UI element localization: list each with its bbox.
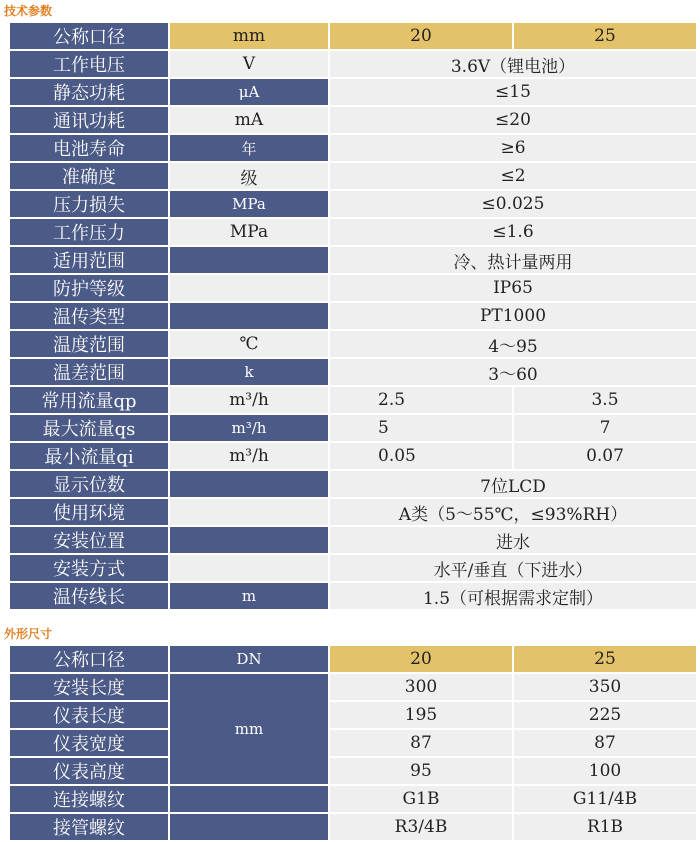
row-unit bbox=[170, 247, 328, 273]
table-row bbox=[10, 275, 696, 301]
row-unit: m³/h bbox=[170, 387, 328, 413]
table-row bbox=[10, 359, 696, 385]
row-unit: 级 bbox=[170, 163, 328, 189]
row-label: 温传线长 bbox=[10, 583, 168, 609]
table-row bbox=[10, 702, 696, 728]
row-label: 静态功耗 bbox=[10, 79, 168, 105]
row-label: 压力损失 bbox=[10, 191, 168, 217]
row-unit-empty bbox=[170, 786, 328, 812]
row-value: 冷、热计量两用 bbox=[330, 247, 696, 273]
row-value-dn20: G1B bbox=[330, 786, 512, 812]
row-value: 进水 bbox=[330, 527, 696, 553]
header-label: 公称口径 bbox=[10, 646, 168, 672]
table-row bbox=[10, 555, 696, 581]
row-label: 温度范围 bbox=[10, 331, 168, 357]
row-unit bbox=[170, 275, 328, 301]
row-label: 电池寿命 bbox=[10, 135, 168, 161]
row-unit bbox=[170, 303, 328, 329]
row-unit bbox=[170, 471, 328, 497]
row-label: 准确度 bbox=[10, 163, 168, 189]
row-value-dn25: G11/4B bbox=[514, 786, 696, 812]
row-value: A类（5～55℃，≤93%RH） bbox=[330, 499, 696, 525]
row-unit: m³/h bbox=[170, 415, 328, 441]
row-value-dn20: 195 bbox=[330, 702, 512, 728]
row-unit: MPa bbox=[170, 191, 328, 217]
row-value-dn20: 5 bbox=[330, 415, 512, 441]
header-dn-25: 25 bbox=[514, 646, 696, 672]
header-dn-20: 20 bbox=[330, 23, 512, 49]
row-unit: mA bbox=[170, 107, 328, 133]
row-label: 工作电压 bbox=[10, 51, 168, 77]
header-label: 公称口径 bbox=[10, 23, 168, 49]
table-row bbox=[10, 758, 696, 784]
row-value: ≤0.025 bbox=[330, 191, 696, 217]
row-label: 安装位置 bbox=[10, 527, 168, 553]
row-value-dn25: 87 bbox=[514, 730, 696, 756]
row-label: 温差范围 bbox=[10, 359, 168, 385]
row-value: ≤15 bbox=[330, 79, 696, 105]
row-unit: m bbox=[170, 583, 328, 609]
row-label: 适用范围 bbox=[10, 247, 168, 273]
row-value-dn25: 7 bbox=[514, 415, 696, 441]
row-value: ≤2 bbox=[330, 163, 696, 189]
table-row bbox=[10, 219, 696, 245]
table-row bbox=[10, 730, 696, 756]
table-row bbox=[10, 331, 696, 357]
table-row bbox=[10, 583, 696, 609]
table-row bbox=[10, 303, 696, 329]
row-value-dn20: 95 bbox=[330, 758, 512, 784]
row-label: 仪表高度 bbox=[10, 758, 168, 784]
tech-section-title: 技术参数 bbox=[4, 4, 53, 18]
row-value: 4～95 bbox=[330, 331, 696, 357]
row-value: ≥6 bbox=[330, 135, 696, 161]
row-label: 通讯功耗 bbox=[10, 107, 168, 133]
row-value: 7位LCD bbox=[330, 471, 696, 497]
row-value-dn20: 87 bbox=[330, 730, 512, 756]
row-value-dn20: 300 bbox=[330, 674, 512, 700]
table-row bbox=[10, 471, 696, 497]
row-value-dn20: R3/4B bbox=[330, 814, 512, 840]
table-row bbox=[10, 247, 696, 273]
row-value-dn25: 225 bbox=[514, 702, 696, 728]
table-row bbox=[10, 387, 696, 413]
row-value: IP65 bbox=[330, 275, 696, 301]
table-row bbox=[10, 814, 696, 840]
table-row bbox=[10, 527, 696, 553]
row-value: 水平/垂直（下进水） bbox=[330, 555, 696, 581]
row-label: 安装方式 bbox=[10, 555, 168, 581]
table-header-row bbox=[10, 646, 696, 672]
header-dn-20: 20 bbox=[330, 646, 512, 672]
table-row bbox=[10, 51, 696, 77]
row-label: 工作压力 bbox=[10, 219, 168, 245]
header-unit: mm bbox=[170, 23, 328, 49]
row-unit: k bbox=[170, 359, 328, 385]
table-row bbox=[10, 163, 696, 189]
row-value-dn20: 0.05 bbox=[330, 443, 512, 469]
row-value: ≤1.6 bbox=[330, 219, 696, 245]
table-row bbox=[10, 415, 696, 441]
row-unit: V bbox=[170, 51, 328, 77]
row-label: 防护等级 bbox=[10, 275, 168, 301]
row-value: PT1000 bbox=[330, 303, 696, 329]
table-row bbox=[10, 443, 696, 469]
row-value-dn20: 2.5 bbox=[330, 387, 512, 413]
row-unit: 年 bbox=[170, 135, 328, 161]
row-label: 接管螺纹 bbox=[10, 814, 168, 840]
row-unit: m³/h bbox=[170, 443, 328, 469]
table-row bbox=[10, 499, 696, 525]
row-label: 温传类型 bbox=[10, 303, 168, 329]
row-label: 常用流量qp bbox=[10, 387, 168, 413]
row-label: 显示位数 bbox=[10, 471, 168, 497]
row-unit: MPa bbox=[170, 219, 328, 245]
row-value: 1.5（可根据需求定制） bbox=[330, 583, 696, 609]
row-value: 3～60 bbox=[330, 359, 696, 385]
row-value: ≤20 bbox=[330, 107, 696, 133]
table-row bbox=[10, 79, 696, 105]
row-unit bbox=[170, 527, 328, 553]
row-label: 使用环境 bbox=[10, 499, 168, 525]
tech-params-table bbox=[8, 21, 698, 611]
row-value-dn25: 3.5 bbox=[514, 387, 696, 413]
table-row bbox=[10, 135, 696, 161]
row-label: 最小流量qi bbox=[10, 443, 168, 469]
table-header-row bbox=[10, 23, 696, 49]
row-unit bbox=[170, 499, 328, 525]
header-dn-25: 25 bbox=[514, 23, 696, 49]
row-unit-empty bbox=[170, 814, 328, 840]
row-label: 仪表长度 bbox=[10, 702, 168, 728]
row-unit: μA bbox=[170, 79, 328, 105]
row-value-dn25: 100 bbox=[514, 758, 696, 784]
row-value-dn25: 0.07 bbox=[514, 443, 696, 469]
row-value-dn25: 350 bbox=[514, 674, 696, 700]
dims-section-title: 外形尺寸 bbox=[4, 627, 53, 641]
row-value: 3.6V（锂电池） bbox=[330, 51, 696, 77]
row-label: 安装长度 bbox=[10, 674, 168, 700]
merged-unit-cell: mm bbox=[170, 674, 328, 784]
row-label: 仪表宽度 bbox=[10, 730, 168, 756]
dimensions-table bbox=[8, 644, 698, 842]
table-row bbox=[10, 674, 696, 700]
row-value-dn25: R1B bbox=[514, 814, 696, 840]
table-row bbox=[10, 786, 696, 812]
row-unit bbox=[170, 555, 328, 581]
table-row bbox=[10, 191, 696, 217]
row-unit: ℃ bbox=[170, 331, 328, 357]
table-row bbox=[10, 107, 696, 133]
row-label: 连接螺纹 bbox=[10, 786, 168, 812]
header-unit: DN bbox=[170, 646, 328, 672]
row-label: 最大流量qs bbox=[10, 415, 168, 441]
